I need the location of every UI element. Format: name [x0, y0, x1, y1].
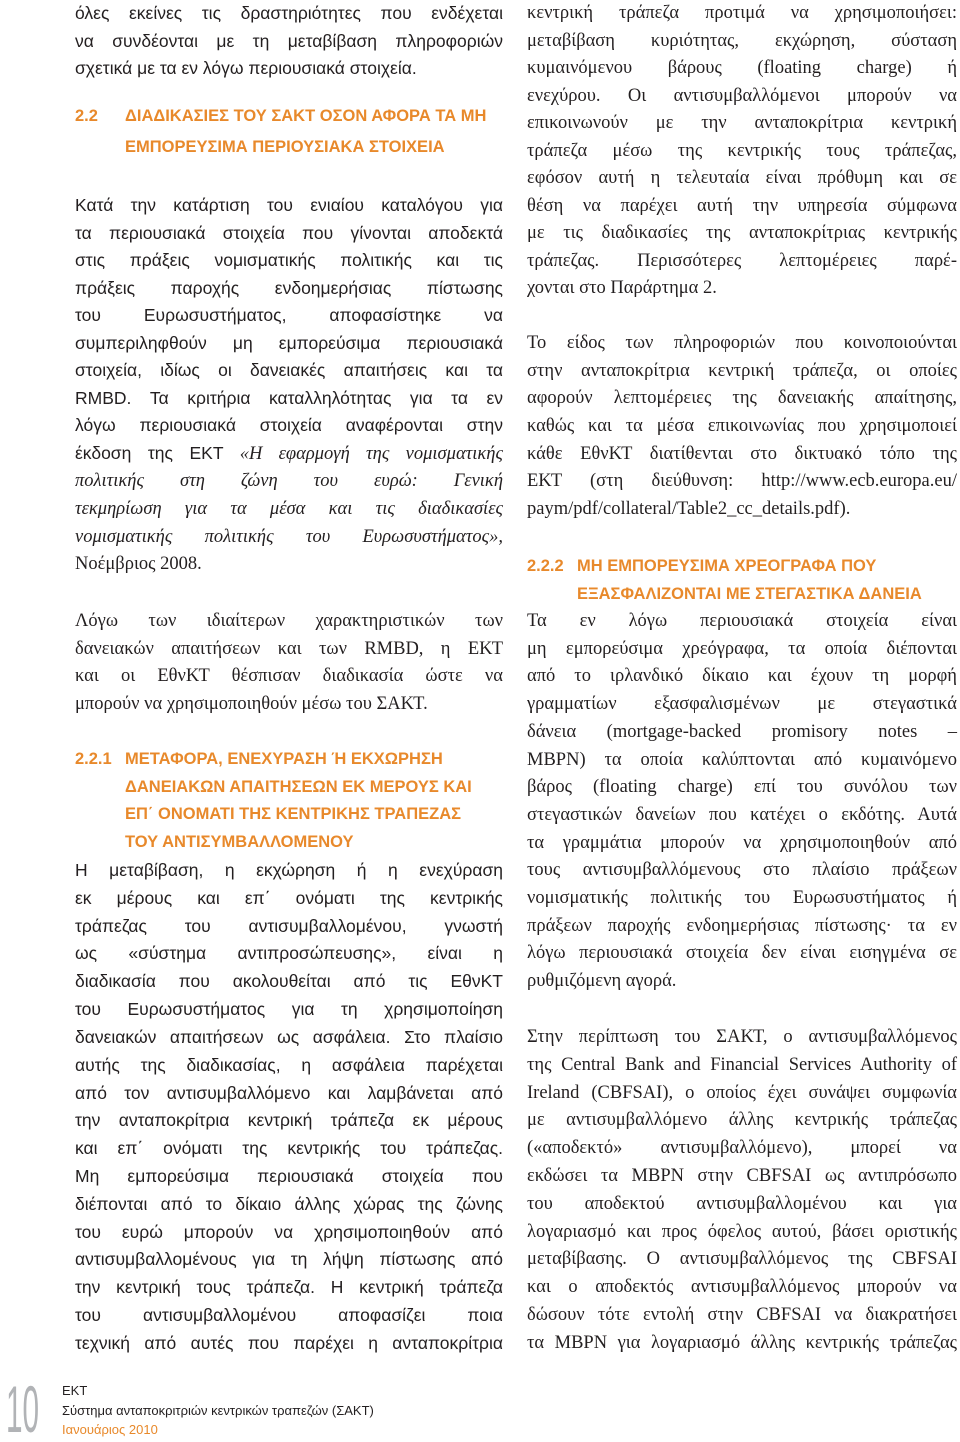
text-line: στις πράξεις νομισματικής πολιτικής και τις: [75, 250, 503, 271]
paragraph: [527, 1024, 957, 1358]
text-line: τα γραμμάτια μπορούν να χρησιμοποιηθούν από: [527, 832, 957, 853]
text-line: σχετικά με τα εν λόγω περιουσιακά στοιχεία.: [75, 58, 417, 78]
text-line: στεγαστικών δανείων που κατέχει ο εκδότης. Αυτά: [527, 804, 957, 825]
text-line: την ανταποκρίτρια κεντρική τράπεζα εκ μέρους: [75, 1110, 503, 1131]
text-line: πράξεων παροχής ενδοημερήσιας πίστωσης· τα εν: [527, 915, 957, 936]
section-title-line: ΜΕΤΑΦΟΡΑ, ΕΝΕΧΥΡΑΣΗ Ή ΕΚΧΩΡΗΣΗ: [125, 750, 443, 768]
text-line: Το είδος των πληροφοριών που κοινοποιούνται: [527, 333, 957, 353]
text-line: τεχνική από αυτές που παρέχει η ανταποκρίτρια: [75, 1332, 503, 1353]
text-line: από τον αντισυμβαλλόμενο και λαμβάνεται από: [75, 1082, 503, 1103]
section-title-line: ΤΟΥ ΑΝΤΙΣΥΜΒΑΛΛΟΜΕΝΟΥ: [125, 833, 354, 852]
text-line: δώσουν τότε εντολή στην CBFSAI να διακρατήσει: [527, 1304, 957, 1325]
text-line: μεταβίβαση κυριότητας, εκχώρηση, σύσταση: [527, 30, 957, 51]
paragraph: [527, 330, 957, 524]
paragraph: [75, 0, 503, 83]
text-line: συμπεριληφθούν μη εμπορεύσιμα περιουσιακά: [75, 332, 503, 353]
text-line: ΕΚΤ (στη διεύθυνση: http://www.ecb.europa.eu/: [527, 471, 957, 492]
text-line: να συνδέονται με τη μεταβίβαση πληροφοριών: [75, 30, 503, 51]
paragraph: [75, 192, 503, 579]
section-title-line: ΕΜΠΟΡΕΥΣΙΜΑ ΠΕΡΙΟΥΣΙΑΚΑ ΣΤΟΙΧΕΙΑ: [125, 138, 445, 156]
text-line: στοιχεία, ιδίως οι δανειακές απαιτήσεις και τα: [75, 360, 503, 381]
text-line: κάθε ΕθνΚΤ διατίθενται στο δικτυακό τόπο της: [527, 443, 957, 464]
footer-publisher: ΕΚΤ: [62, 1383, 88, 1398]
text-line: Κατά την κατάρτιση του ενιαίου καταλόγου για: [75, 195, 503, 215]
text-line: Ireland (CBFSAI), ο οποίος έχει συνάψει συμφωνία: [527, 1082, 957, 1103]
section-number: 2.2.1: [75, 750, 112, 768]
text-line: του ευρώ μπορούν να χρησιμοποιηθούν από: [75, 1221, 503, 1242]
text-line: («αποδεκτό» αντισυμβαλλόμενο), μπορεί να: [527, 1138, 957, 1159]
text-line: αφορούν λεπτομέρειες της δανειακής απαίτησης,: [527, 388, 957, 409]
text-line: δάνεια (mortgage-backed promisory notes –: [527, 721, 957, 742]
text-line: Νοέμβριος 2008.: [75, 554, 202, 575]
text-line: με τις διαδικασίες της ανταποκρίτριας κεντρικής: [527, 223, 957, 243]
text-line: αντισυμβαλλομένους για τη λήψη πίστωσης από: [75, 1249, 503, 1270]
text-line: καθώς και τα μέσα επικοινωνίας που χρησιμοποιεί: [527, 416, 957, 437]
text-line: κυμαινόμενου βάρους (floating charge) ή: [527, 58, 957, 78]
footer-date: Ιανουάριος 2010: [62, 1422, 158, 1437]
text-line: αυτής της διαδικασίας, η ασφάλεια παρέχεται: [75, 1054, 503, 1075]
text-line: κεντρική τράπεζα προτιμά να χρησιμοποιήσει:: [527, 3, 957, 23]
page-number: 10: [6, 1372, 40, 1442]
section-heading-2-2-1: [75, 746, 503, 857]
text-line: εκδώσει τα MBPN στην CBFSAI ως αντιπρόσωπο: [527, 1165, 957, 1186]
text-line: στην ανταποκρίτρια κεντρική τράπεζα, οι οποίες: [527, 360, 957, 381]
text-line: ενεχύρου. Οι αντισυμβαλλόμενοι μπορούν να: [527, 85, 957, 106]
text-line: του Ευρωσυστήματος για τη χρησιμοποίηση: [75, 999, 503, 1020]
text-line: διαδικασία που ακολουθείται από τις ΕθνΚΤ: [75, 971, 503, 992]
paragraph: [75, 608, 503, 719]
section-number: 2.2.2: [527, 557, 564, 575]
section-heading-2-2-2: [527, 552, 957, 608]
text-line: μεταβίβασης. Ο αντισυμβαλλόμενος της CBFSAI: [527, 1249, 957, 1270]
text-line: πολιτικής στη ζώνη του ευρώ: Γενική: [75, 471, 503, 492]
publication-title: «Η εφαρμογή της νομισματικής: [239, 443, 503, 464]
text-line: της Central Bank and Financial Services Authority of: [527, 1054, 957, 1075]
text-line: λογαριασμό και προς όφελος αυτού, βάσει οριστικής: [527, 1221, 957, 1242]
text-line: Στην περίπτωση του ΣΑΚΤ, ο αντισυμβαλλόμενος: [527, 1027, 957, 1047]
text-line: λόγω περιουσιακά στοιχεία δεν είναι εισηγμένα σε: [527, 943, 957, 964]
text-line: μη εμπορεύσιμα χρεόγραφα, τα οποία διέπονται: [527, 638, 957, 659]
text-segment: έκδοση της ΕΚΤ: [75, 442, 224, 463]
text-line: του αποδεκτού αντισυμβαλλομένου και για: [527, 1193, 957, 1214]
text-line: [75, 440, 503, 469]
text-line: με αντισυμβαλλόμενο άλλης κεντρικής τράπεζας: [527, 1110, 957, 1131]
text-line: θέση να παρέχει αυτή την υπηρεσία σύμφωνα: [527, 195, 957, 216]
text-line: εκ μέρους και επ΄ ονόματι της κεντρικής: [75, 887, 503, 908]
text-line: ρυθμιζόμενη αγορά.: [527, 971, 677, 992]
text-line: paym/pdf/collateral/Table2_cc_details.pdf).: [527, 499, 851, 520]
text-line: πράξεις παροχής ενδοημερήσιας πίστωσης: [75, 277, 503, 298]
text-line: όλες εκείνες τις δραστηριότητες που ενδέχεται: [75, 3, 503, 23]
text-line: λόγω περιουσιακά στοιχεία αναφέρονται στην: [75, 415, 503, 436]
text-line: νομισματικής πολιτικής του Ευρωσυστήματος ή: [527, 888, 957, 909]
footer-title: Σύστημα ανταποκριτριών κεντρικών τραπεζών (ΣΑΚΤ): [62, 1403, 374, 1418]
section-number: 2.2: [75, 107, 98, 125]
text-line: διέπονται από το δίκαιο άλλης χώρας της ζώνης: [75, 1193, 503, 1214]
text-line: από το ιρλανδικό δίκαιο και έχουν τη μορφή: [527, 666, 957, 687]
text-line: την κεντρική τους τράπεζα. Η κεντρική τράπεζα: [75, 1277, 503, 1298]
paragraph: [527, 608, 957, 996]
section-title-line: ΕΞΑΣΦΑΛΙΖΟΝΤΑΙ ΜΕ ΣΤΕΓΑΣΤΙΚΑ ΔΑΝΕΙΑ: [577, 585, 922, 603]
text-line: Η μεταβίβαση, η εκχώρηση ή η ενεχύραση: [75, 860, 503, 880]
text-line: RMBD. Τα κριτήρια καταλληλότητας για τα εν: [75, 387, 503, 408]
text-line: βάρος (floating charge) επί του συνόλου των: [527, 777, 957, 798]
text-line: MBPN) τα οποία καλύπτονται από κυμαινόμενο: [527, 749, 957, 770]
text-line: δανειακών απαιτήσεων ως ασφάλεια. Στο πλαίσιο: [75, 1026, 503, 1047]
text-line: τράπεζας του αντισυμβαλλομένου, γνωστή: [75, 915, 503, 936]
section-title-line: ΜΗ ΕΜΠΟΡΕΥΣΙΜΑ ΧΡΕΟΓΡΑΦΑ ΠΟΥ: [577, 557, 877, 575]
text-line: τα MBPN για λογαριασμό άλλης κεντρικής τράπεζας: [527, 1332, 957, 1353]
text-line: τους αντισυμβαλλόμενους στο πλαίσιο πράξεων: [527, 860, 957, 881]
text-line: του αντισυμβαλλομένου αποφασίζει ποια: [75, 1305, 503, 1325]
text-line: χονται στο Παράρτημα 2.: [527, 278, 717, 298]
text-line: επικοινωνούν με την ανταποκρίτρια κεντρική: [527, 113, 957, 133]
section-title-line: ΕΠ΄ ΟΝΟΜΑΤΙ ΤΗΣ ΚΕΝΤΡΙΚΗΣ ΤΡΑΠΕΖΑΣ: [125, 805, 462, 824]
text-line: τα περιουσιακά στοιχεία που γίνονται αποδεκτά: [75, 222, 503, 243]
text-line: νομισματικής πολιτικής του Ευρωσυστήματος»,: [75, 526, 503, 547]
text-line: μπορούν να χρησιμοποιηθούν μέσω του ΣΑΚΤ.: [75, 694, 428, 715]
text-line: Τα εν λόγω περιουσιακά στοιχεία είναι: [527, 611, 957, 631]
text-line: δανειακών απαιτήσεων και των RMBD, η ΕΚΤ: [75, 638, 503, 659]
text-line: Λόγω των ιδιαίτερων χαρακτηριστικών των: [75, 611, 503, 631]
text-line: και επ΄ ονόματι της κεντρικής του τράπεζας.: [75, 1138, 503, 1159]
text-line: τράπεζα μέσω της κεντρικής τους τράπεζας,: [527, 140, 957, 161]
text-line: τράπεζας. Περισσότερες λεπτομέρειες παρέ-: [527, 250, 957, 271]
text-line: γραμματίων εξασφαλισμένων με στεγαστικά: [527, 694, 957, 715]
paragraph: [527, 0, 957, 303]
text-line: ως «σύστημα αντιπροσώπευσης», είναι η: [75, 943, 503, 964]
text-line: Μη εμπορεύσιμα περιουσιακά στοιχεία που: [75, 1165, 503, 1186]
section-title-line: ΔΑΝΕΙΑΚΩΝ ΑΠΑΙΤΗΣΕΩΝ ΕΚ ΜΕΡΟΥΣ ΚΑΙ: [125, 777, 472, 796]
text-line: και ο αποδεκτός αντισυμβαλλόμενος μπορούν να: [527, 1277, 957, 1298]
text-line: του Ευρωσυστήματος, αποφασίστηκε να: [75, 305, 503, 326]
text-line: και οι ΕθνΚΤ θέσπισαν διαδικασία ώστε να: [75, 666, 503, 687]
section-title-line: ΔΙΑΔΙΚΑΣΙΕΣ ΤΟΥ ΣΑΚΤ ΟΣΟΝ ΑΦΟΡΑ ΤΑ ΜΗ: [125, 107, 487, 125]
text-line: τεκμηρίωση για τα μέσα και τις διαδικασίες: [75, 499, 503, 520]
text-line: εφόσον αυτή η τελευταία είναι πρόθυμη και σε: [527, 168, 957, 188]
paragraph: [75, 857, 503, 1358]
section-heading-2-2: [75, 101, 503, 163]
